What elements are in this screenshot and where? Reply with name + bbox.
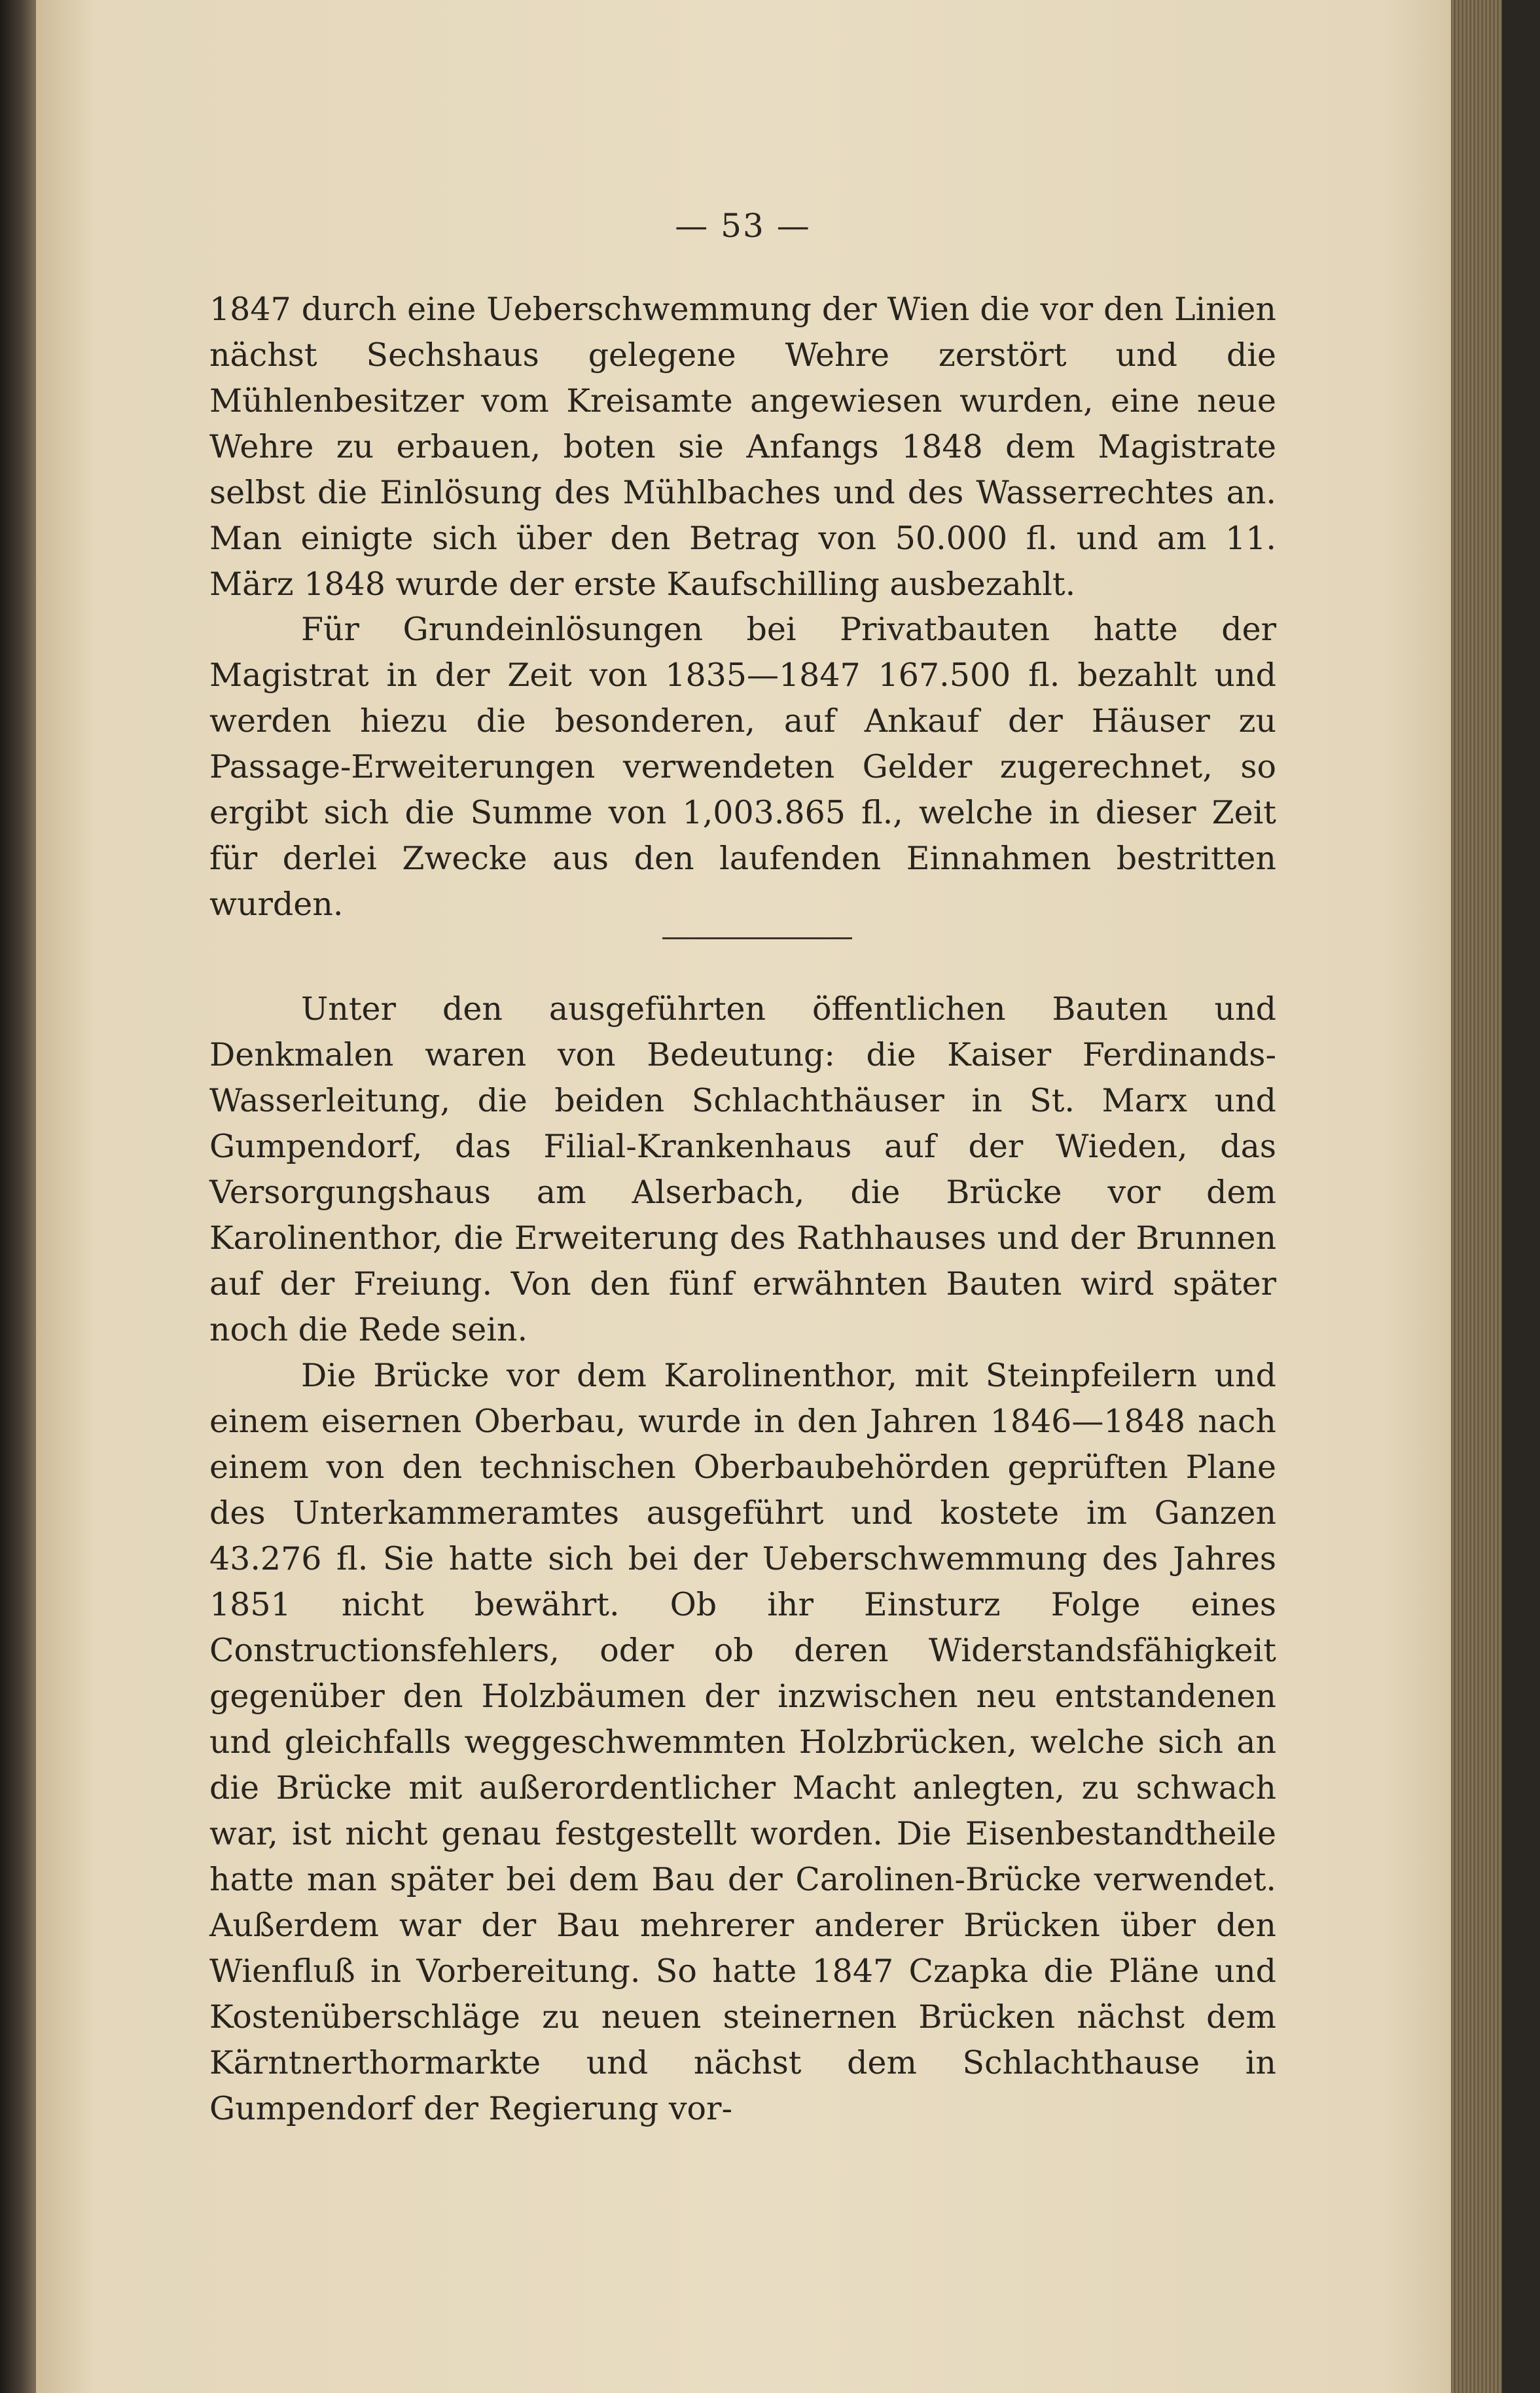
book-page (36, 0, 1502, 2393)
section-divider (662, 937, 852, 939)
paragraph-mill-brook: 1847 durch eine Ueberschwemmung der Wien die vor den Linien nächst Sechshaus gelegene Wehre zerstört und die Mühlenbesitzer vom Kreisamte angewiesen wurden, eine neue Wehre zu erbauen, boten sie Anfangs 1848 dem Magistrate selbst die Einlösung des Mühlbaches und des Wasserrechtes an. Man einigte sich über den Betrag von 50.000 fl. und am 11. März 1848 wurde der erste Kaufschilling ausbezahlt. (209, 291, 1276, 603)
page-number: — 53 — (675, 207, 811, 245)
book-spine-left (0, 0, 39, 2393)
paragraph-land-purchases: Für Grundeinlösungen bei Privatbauten hatte der Magistrat in der Zeit von 1835—1847 167.500 fl. bezahlt und werden hiezu die besonderen, auf Ankauf der Häuser zu Passage-Erweiterungen verwendeten Gelder zugerechnet, so ergibt sich die Summe von 1,003.865 fl., welche in dieser Zeit für derlei Zwecke aus den laufenden Einnahmen bestritten wurden. (209, 611, 1276, 923)
paragraph-karolinenthor-bridge: Die Brücke vor dem Karolinenthor, mit Steinpfeilern und einem eisernen Oberbau, wurde in den Jahren 1846—1848 nach einem von den technischen Oberbaubehörden geprüften Plane des Unterkammeramtes ausgeführt und kostete im Ganzen 43.276 fl. Sie hatte sich bei der Ueberschwemmung des Jahres 1851 nicht bewährt. Ob ihr Einsturz Folge eines Constructionsfehlers, oder ob deren Widerstandsfähigkeit gegenüber den Holzbäumen der inzwischen neu entstandenen und gleichfalls weggeschwemmten Holzbrücken, welche sich an die Brücke mit außerordentlicher Macht anlegten, zu schwach war, ist nicht genau festgestellt worden. Die Eisenbestandtheile hatte man später bei dem Bau der Carolinen-Brücke verwendet. Außerdem war der Bau mehrerer anderer Brücken über den Wienfluß in Vorbereitung. So hatte 1847 Czapka die Pläne und Kostenüberschläge zu neuen steinernen Brücken nächst dem Kärntnerthormarkte und nächst dem Schlachthause in Gumpendorf der Regierung vor- (209, 1357, 1276, 2127)
page-edge-stack (1451, 0, 1502, 2393)
paragraph-public-buildings: Unter den ausgeführten öffentlichen Bauten und Denkmalen waren von Bedeutung: die Kaiser Ferdinands-Wasserleitung, die beiden Schlachthäuser in St. Marx und Gumpendorf, das Filial-Krankenhaus auf der Wieden, das Versorgungshaus am Alserbach, die Brücke vor dem Karolinenthor, die Erweiterung des Rathhauses und der Brunnen auf der Freiung. Von den fünf erwähnten Bauten wird später noch die Rede sein. (209, 990, 1276, 1348)
